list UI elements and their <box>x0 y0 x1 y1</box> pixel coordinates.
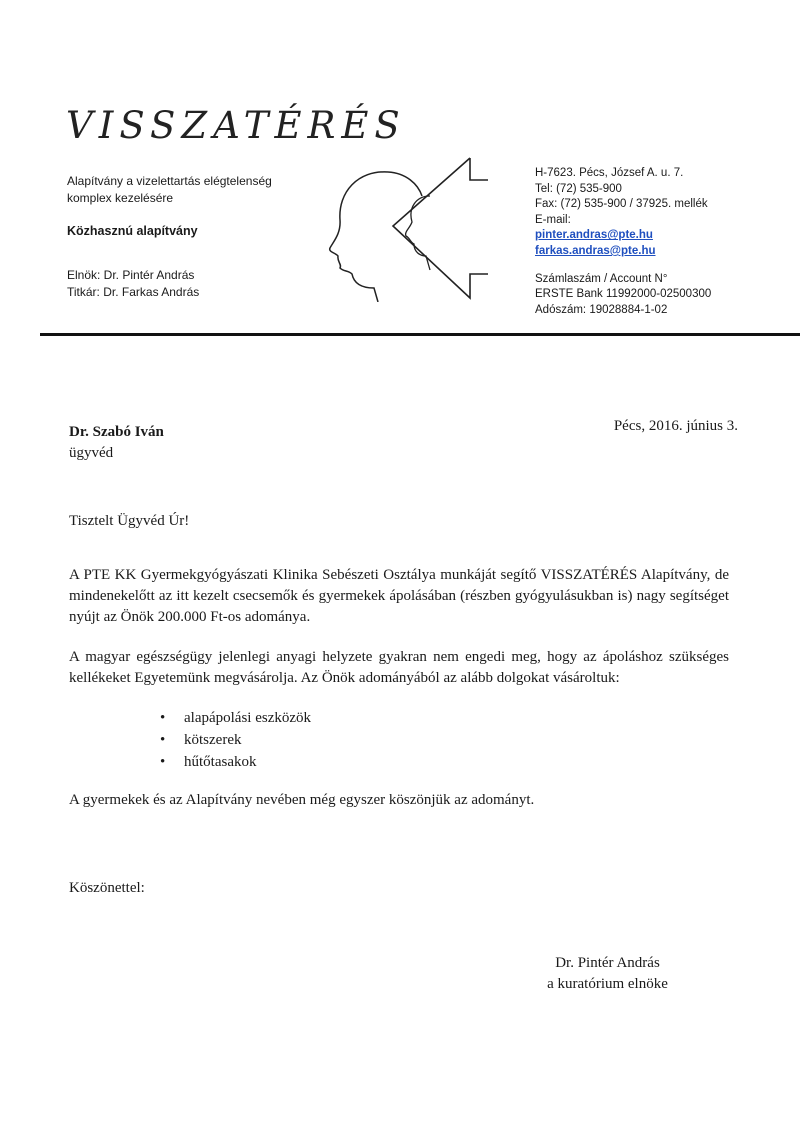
email-label: E-mail: <box>535 213 571 226</box>
foundation-officers <box>67 267 317 301</box>
address-line: H-7623. Pécs, József A. u. 7. <box>535 167 684 179</box>
chairman-line: Elnök: Dr. Pintér András <box>67 268 195 282</box>
signer-name: Dr. Pintér András <box>555 955 660 971</box>
recipient-name: Dr. Szabó Iván <box>69 424 164 440</box>
list-item-label: alapápolási eszközök <box>184 710 312 726</box>
fax-line: Fax: (72) 535-900 / 37925. mellék <box>535 198 708 211</box>
signature-block <box>540 953 675 995</box>
foundation-logo-title: VISSZATÉRÉS <box>66 104 406 147</box>
closing: Köszönettel: <box>69 880 145 896</box>
list-item <box>160 751 311 773</box>
list-item <box>160 729 311 751</box>
list-item-label: hűtőtasakok <box>184 754 257 770</box>
account-label: Számlaszám / Account N° <box>535 272 668 285</box>
list-item-label: kötszerek <box>184 732 242 748</box>
foundation-info <box>67 173 317 301</box>
email-link-farkas[interactable]: farkas.andras@pte.hu <box>535 244 656 257</box>
foundation-type: Közhasznú alapítvány <box>67 224 198 238</box>
account-number: ERSTE Bank 11992000-02500300 <box>535 288 712 301</box>
signer-role: a kuratórium elnöke <box>547 976 668 992</box>
list-item <box>160 707 311 729</box>
bullet-icon: • <box>160 754 166 770</box>
recipient-block <box>69 422 164 464</box>
tel-line: Tel: (72) 535-900 <box>535 182 622 195</box>
body-paragraph-1: A PTE KK Gyermekgyógyászati Klinika Sebészeti Osztálya munkáját segítő VISSZATÉRÉS Alapítvány, de mindenekelőtt az itt kezelt csecsemők és gyermekek ápolásában (részben gyógyulásukban is) nagy segítséget nyújt az Önök 200.000 Ft-os adománya. <box>69 567 729 625</box>
head-arrow-logo-icon <box>318 152 488 302</box>
secretary-line: Titkár: Dr. Farkas András <box>67 285 200 299</box>
email-link-pinter[interactable]: pinter.andras@pte.hu <box>535 229 653 242</box>
letter-date: Pécs, 2016. június 3. <box>613 418 738 434</box>
tax-id: Adószám: 19028884-1-02 <box>535 303 668 316</box>
body-paragraph-2: A magyar egészségügy jelenlegi anyagi helyzete gyakran nem engedi meg, hogy az ápoláshoz szükséges kellékeket Egyetemünk megvásárolja. Az Önök adományából az alább dolgokat vásároltuk: <box>69 649 729 686</box>
body-paragraph-3: A gyermekek és az Alapítvány nevében még egyszer köszönjük az adományt. <box>69 792 535 808</box>
contact-info <box>535 166 785 318</box>
bullet-icon: • <box>160 710 166 726</box>
salutation: Tisztelt Ügyvéd Úr! <box>69 513 190 529</box>
recipient-title: ügyvéd <box>69 445 114 461</box>
bullet-icon: • <box>160 732 166 748</box>
header-divider <box>40 333 800 336</box>
foundation-description: Alapítvány a vizelettartás elégtelenség komplex kezelésére <box>67 174 272 205</box>
purchased-items-list <box>160 707 311 773</box>
